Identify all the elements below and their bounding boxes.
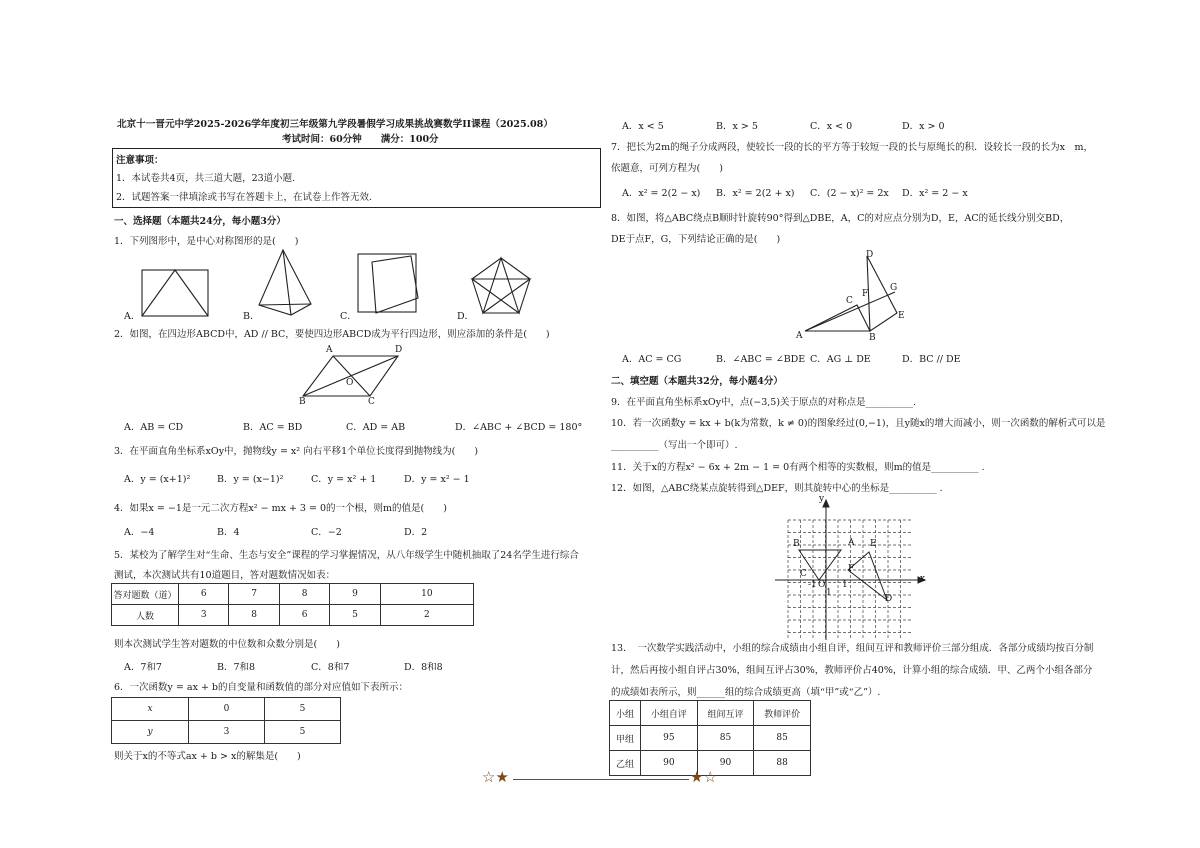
q8-label-f: F xyxy=(862,289,869,299)
footer-left-stars: ☆★ xyxy=(482,768,509,786)
table-cell: 组间互评 xyxy=(697,701,754,726)
q12-label-e: E xyxy=(870,539,877,549)
q5-option-d: D．8和8 xyxy=(404,662,443,673)
table-cell: 95 xyxy=(641,726,698,751)
table-cell: 5 xyxy=(265,698,341,721)
q12-stem: 12．如图，△ABC绕某点旋转得到△DEF，则其旋转中心的坐标是__________ . xyxy=(611,483,943,494)
table-cell: 3 xyxy=(179,605,229,626)
q12-label-1x: 1 xyxy=(842,580,848,590)
q3-option-d: D．y = x² − 1 xyxy=(404,474,470,485)
q7-line1: 7．把长为2m的绳子分成两段，使较长一段的长的平方等于较短一段的长与原绳长的积．设较长一段的长为x m， xyxy=(611,142,1093,153)
table-cell: 答对题数（道） xyxy=(112,584,179,605)
table-cell: 教师评价 xyxy=(754,701,811,726)
q6-stem: 6．一次函数y = ax + b的自变量和函数值的部分对应值如下表所示： xyxy=(114,682,409,693)
table-cell: 小组自评 xyxy=(641,701,698,726)
footer-divider xyxy=(513,779,689,780)
q7-option-a: A．x² = 2(2 − x) xyxy=(622,188,701,199)
q12-label-y: y xyxy=(819,494,825,504)
table-cell: 6 xyxy=(279,605,329,626)
q2-label-c: C xyxy=(368,397,375,407)
q3-option-c: C．y = x² + 1 xyxy=(311,474,377,485)
q3-option-b: B．y = (x−1)² xyxy=(217,474,284,485)
table-row xyxy=(610,726,811,751)
notice-heading: 注意事项： xyxy=(116,155,164,166)
q8-label-e: E xyxy=(898,311,905,321)
table-cell: 人数 xyxy=(112,605,179,626)
q13-line2: 计，然后再按小组自评占30%，组间互评占30%，教师评价占40%，计算小组的综合成绩．甲、乙两个小组各部分 xyxy=(611,665,1093,676)
table-cell: y xyxy=(112,721,189,744)
q1-label-d: D． xyxy=(457,311,475,322)
q6-option-a: A．x < 5 xyxy=(622,121,664,132)
q4-option-a: A．−4 xyxy=(124,527,155,538)
table-cell: 3 xyxy=(189,721,265,744)
table-cell: 10 xyxy=(380,584,473,605)
table-cell: 85 xyxy=(754,726,811,751)
q12-label-neg1: -1 xyxy=(808,580,817,590)
q2-label-o: O xyxy=(346,378,354,388)
q2-option-d: D．∠ABC + ∠BCD = 180° xyxy=(455,422,583,433)
q8-option-d: D．BC // DE xyxy=(902,354,961,365)
q8-label-a: A xyxy=(796,331,803,341)
exam-title: 北京十一晋元中学2025-2026学年度初三年级第九学段暑假学习成果挑战赛数学II课程（2025.08） xyxy=(117,119,553,130)
q5-option-b: B．7和8 xyxy=(217,662,256,673)
table-cell: 5 xyxy=(265,721,341,744)
q6-option-d: D．x > 0 xyxy=(902,121,945,132)
q6-option-c: C．x < 0 xyxy=(810,121,853,132)
q5-followup: 则本次测试学生答对题数的中位数和众数分别是( ) xyxy=(114,639,340,650)
table-cell: 5 xyxy=(330,605,380,626)
q12-label-o: O xyxy=(818,580,826,590)
q8-label-b: B xyxy=(869,333,876,343)
exam-info: 考试时间：60分钟 满分：100分 xyxy=(282,134,439,145)
q8-label-g: G xyxy=(890,283,898,293)
q7-option-c: C．(2 − x)² = 2x xyxy=(810,188,889,199)
q2-label-a: A xyxy=(326,345,333,355)
table-cell: 90 xyxy=(697,751,754,776)
table-cell: 88 xyxy=(754,751,811,776)
notice-item-1: 1．本试卷共4页，共三道大题，23道小题. xyxy=(116,173,296,184)
q11: 11．关于x的方程x² − 6x + 2m − 1 = 0有两个相等的实数根，则m的值是__________ . xyxy=(611,462,985,473)
q6-option-b: B．x > 5 xyxy=(716,121,758,132)
table-cell: 6 xyxy=(179,584,229,605)
q8-label-d: D xyxy=(866,250,874,260)
q12-label-c: C xyxy=(800,569,807,579)
table-cell: 小组 xyxy=(610,701,641,726)
q8-option-b: B．∠ABC = ∠BDE xyxy=(716,354,806,365)
q7-option-b: B．x² = 2(2 + x) xyxy=(716,188,795,199)
q6-followup: 则关于x的不等式ax + b > x的解集是( ) xyxy=(114,751,301,762)
table-cell: 8 xyxy=(229,605,279,626)
q7-line2: 依题意，可列方程为( ) xyxy=(611,163,723,174)
q5-option-c: C．8和7 xyxy=(311,662,350,673)
table-cell: 9 xyxy=(330,584,380,605)
q12-label-x: x xyxy=(920,574,926,584)
q10-line1: 10．若一次函数y = kx + b(k为常数，k ≠ 0)的图象经过(0,−1)，且y随x的增大而减小，则一次函数的解析式可以是 xyxy=(611,418,1106,429)
q3-stem: 3．在平面直角坐标系xOy中，抛物线y = x² 向右平移1个单位长度得到抛物线为( ) xyxy=(114,446,479,457)
q1-label-c: C． xyxy=(340,311,357,322)
q5-stem-line1: 5．某校为了解学生对“生命、生态与安全”课程的学习掌握情况，从八年级学生中随机抽取了24名学生进行综合 xyxy=(114,550,579,561)
q2-label-b: B xyxy=(299,397,306,407)
q13-line1: 13． 一次数学实践活动中，小组的综合成绩由小组自评，组间互评和教师评价三部分组成．各部分成绩均按百分制 xyxy=(611,643,1094,654)
q9: 9．在平面直角坐标系xOy中，点(−3,5)关于原点的对称点是__________. xyxy=(611,397,917,408)
table-cell: 90 xyxy=(641,751,698,776)
q2-option-a: A．AB = CD xyxy=(124,422,184,433)
q8-line2: DE于点F，G，下列结论正确的是( ) xyxy=(611,234,781,245)
q12-label-d: D xyxy=(885,594,893,604)
q1-stem: 1．下列图形中，是中心对称图形的是( ) xyxy=(114,236,299,247)
q10-line2: __________（写出一个即可）. xyxy=(611,440,738,451)
table-cell: 7 xyxy=(229,584,279,605)
q2-option-b: B．AC = BD xyxy=(243,422,303,433)
q13-table xyxy=(609,700,811,776)
q1-label-b: B． xyxy=(243,311,260,322)
q12-label-a: A xyxy=(848,538,855,548)
table-cell: 85 xyxy=(697,726,754,751)
table-cell: 8 xyxy=(279,584,329,605)
q8-option-a: A．AC = CG xyxy=(622,354,682,365)
q4-option-c: C．−2 xyxy=(311,527,342,538)
q4-stem: 4．如果x = −1是一元二次方程x² − mx + 3 = 0的一个根，则m的值是( ) xyxy=(114,503,447,514)
notice-item-2: 2．试题答案一律填涂或书写在答题卡上，在试卷上作答无效. xyxy=(116,192,373,203)
q5-stem-line2: 测试，本次测试共有10道题目，答对题数情况如表： xyxy=(114,570,336,581)
section2-heading: 二、填空题（本题共32分，每小题4分） xyxy=(611,376,783,387)
q1-label-a: A． xyxy=(124,311,141,322)
q7-option-d: D．x² = 2 − x xyxy=(902,188,968,199)
q3-option-a: A．y = (x+1)² xyxy=(124,474,191,485)
table-cell: 乙组 xyxy=(610,751,641,776)
table-cell: 2 xyxy=(380,605,473,626)
q4-option-b: B．4 xyxy=(217,527,240,538)
q2-option-c: C．AD = AB xyxy=(346,422,406,433)
table-cell: 甲组 xyxy=(610,726,641,751)
q5-option-a: A．7和7 xyxy=(124,662,162,673)
q12-label-b: B xyxy=(793,539,800,549)
table-cell: x xyxy=(112,698,189,721)
table-cell: 0 xyxy=(189,698,265,721)
q8-line1: 8．如图，将△ABC绕点B顺时针旋转90°得到△DBE，A，C的对应点分别为D，E，AC的延长线分别交BD， xyxy=(611,213,1070,224)
q12-label-f: F xyxy=(848,564,855,574)
q13-line3: 的成绩如表所示，则______组的综合成绩更高（填“甲”或“乙”）. xyxy=(611,687,881,698)
q4-option-d: D．2 xyxy=(404,527,428,538)
footer-right-stars: ★☆ xyxy=(690,768,717,786)
q8-label-c: C xyxy=(846,296,853,306)
section1-heading: 一、选择题（本题共24分，每小题3分） xyxy=(114,216,286,227)
q2-stem: 2．如图，在四边形ABCD中，AD // BC，要使四边形ABCD成为平行四边形，则应添加的条件是( ) xyxy=(114,329,550,340)
table-row xyxy=(610,701,811,726)
q12-label-1y: 1 xyxy=(826,588,832,598)
q8-option-c: C．AG ⊥ DE xyxy=(810,354,871,365)
q2-label-d: D xyxy=(395,345,403,355)
